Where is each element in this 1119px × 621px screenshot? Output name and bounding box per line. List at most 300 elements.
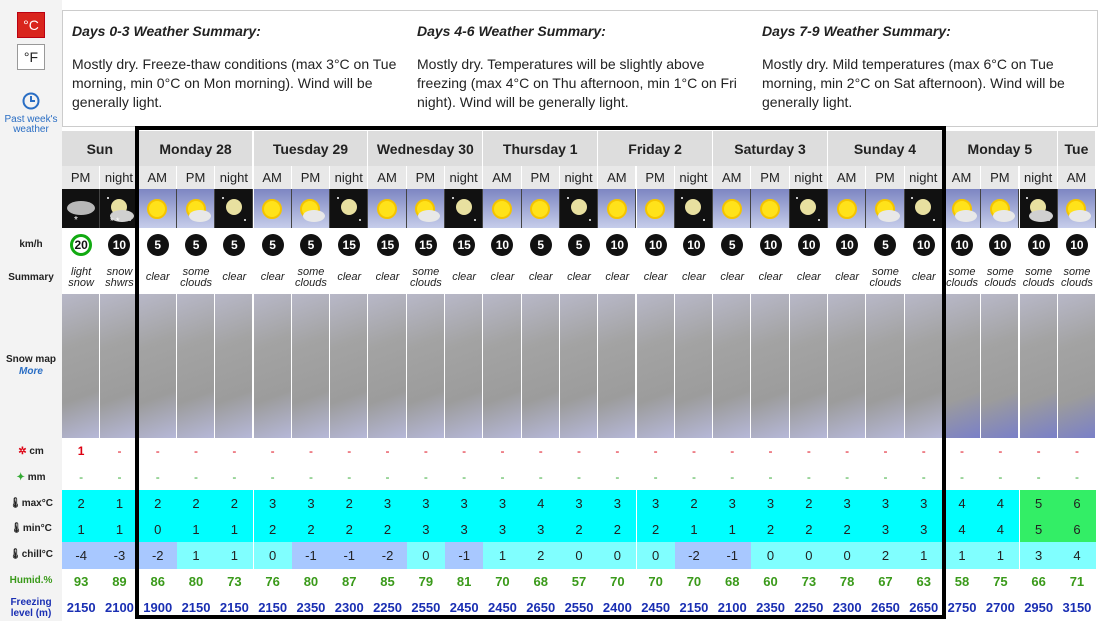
weather-icon-cell [100,189,138,228]
wind-speed-icon: 15 [415,234,437,256]
snow-cell: - [155,444,160,458]
sun-icon [523,192,557,226]
chill-cell: 4 [1058,542,1096,569]
summary-cell: some clouds [943,261,981,294]
day-header[interactable]: Sun [62,131,139,166]
time-slot: AM [828,166,866,189]
min-temp-cell: 3 [445,516,483,542]
clock-icon [22,92,40,110]
past-weather-link[interactable] [0,92,62,135]
rain-cell: - [577,470,582,484]
max-temp-cell: 3 [866,490,904,516]
humidity-cell: 81 [456,574,472,589]
summary-cell: some clouds [1058,261,1096,294]
wind-cell [62,228,100,261]
moon-cloud-snow-icon [102,192,136,226]
snow-cell: - [653,444,658,458]
humidity-cell: 70 [648,574,663,589]
rain-cell: - [998,470,1003,484]
sun-cloud-icon [1059,192,1093,226]
snow-map-thumbnail[interactable] [215,294,252,438]
snow-map-thumbnail[interactable] [368,294,405,438]
summary-title: Days 7-9 Weather Summary: [762,23,951,39]
summary-cell: clear [828,261,866,294]
summary-cell: clear [790,261,828,294]
chill-row-label [0,549,62,560]
freezing-level-cell: 2150 [219,600,249,615]
rain-cell: - [691,470,696,484]
wind-speed-icon: 10 [989,234,1011,256]
time-slot: AM [1058,166,1096,189]
summary-cell: clear [751,261,789,294]
summary-cell: clear [522,261,560,294]
min-temp-cell: 1 [713,516,751,542]
moon-icon [676,192,710,226]
snow-map-thumbnail[interactable] [675,294,712,438]
time-slot: PM [866,166,904,189]
min-temp-cell: 2 [292,516,330,542]
min-temp-cell: 2 [828,516,866,542]
time-slot: night [100,166,138,189]
day-header[interactable]: Saturday 3 [713,131,828,166]
svg-text:* *: * * [109,215,120,226]
freezing-level-cell: 2750 [947,600,977,615]
humidity-cell: 63 [916,574,931,589]
snow-cell: - [117,444,122,458]
snow-map-thumbnail[interactable] [1058,294,1095,438]
wind-cell [445,228,483,261]
wind-speed-icon: 20 [70,234,92,256]
snow-map-thumbnail[interactable] [713,294,750,438]
wind-cell [790,228,828,261]
rain-cell: - [155,470,160,484]
humidity-cell: 73 [801,574,817,589]
rain-cell: - [730,470,735,484]
time-slot: PM [981,166,1019,189]
max-temp-cell: 3 [368,490,406,516]
sun-icon [638,192,672,226]
max-temp-cell: 3 [751,490,789,516]
humidity-cell: 70 [686,574,702,589]
summary-text: Mostly dry. Mild temperatures (max 6°C on Tue morning, min 2°C on Sat afternoon). Wind will be generally light. [762,56,1065,110]
snow-cell: - [194,444,199,458]
snow-map-thumbnail[interactable] [828,294,865,438]
time-slot: PM [62,166,100,189]
time-slot: night [330,166,368,189]
weather-icon-cell [713,189,751,228]
humidity-cell: 66 [1031,574,1046,589]
weather-icon-cell [292,189,330,228]
day-header[interactable]: Monday 5 [943,131,1058,166]
max-temp-cell: 1 [100,490,138,516]
chill-cell: 0 [790,542,828,569]
min-temp-cell: 1 [100,516,138,542]
snow-cell: 1 [77,444,85,458]
svg-text:*: * [73,214,78,226]
freezing-level-cell: 2450 [641,600,671,615]
wind-speed-icon: 10 [1066,234,1088,256]
wind-cell [905,228,943,261]
snow-map-thumbnail[interactable] [62,294,99,438]
min-temp-cell: 2 [637,516,675,542]
wind-cell [483,228,521,261]
time-slot: AM [713,166,751,189]
snow-map-thumbnail[interactable] [522,294,559,438]
summary-cell: some clouds [981,261,1019,294]
rain-cell: - [615,470,620,484]
snow-cell: - [462,444,467,458]
snow-map-thumbnail[interactable] [598,294,635,438]
humidity-cell: 79 [418,574,434,589]
sun-icon [140,192,174,226]
snow-map-thumbnail[interactable] [905,294,942,438]
moon-icon [906,192,940,226]
min-temp-row-label [0,523,62,534]
wind-cell [407,228,445,261]
weather-icon-cell [1020,189,1058,228]
thermometer-icon: 🌡︎ [9,549,22,560]
freezing-level-cell: 1900 [143,600,173,615]
rain-unit: mm [27,472,46,483]
weather-icon-cell [866,189,904,228]
snow-cell: - [1074,444,1079,458]
wind-speed-icon: 15 [338,234,360,256]
sun-icon [753,192,787,226]
raindrop-icon: ✦ [16,472,25,483]
time-slot: AM [368,166,406,189]
freezing-level-cell: 3150 [1062,600,1092,615]
snow-map-thumbnail[interactable] [407,294,444,438]
snow-cell: - [921,444,926,458]
wind-cell [598,228,636,261]
humidity-cell: 68 [533,574,548,589]
weather-icon-cell [905,189,943,228]
min-temp-cell: 2 [560,516,598,542]
summary-cell: clear [560,261,598,294]
weather-icon-cell [215,189,253,228]
chill-cell: 0 [254,542,292,569]
snow-unit: cm [29,446,44,457]
celsius-button[interactable]: °C [17,12,45,38]
time-slot: night [675,166,713,189]
max-temp-cell: 2 [675,490,713,516]
max-temp-cell: 6 [1058,490,1096,516]
min-temp-cell: 2 [790,516,828,542]
snow-map-thumbnail[interactable] [100,294,137,438]
summary-title: Days 0-3 Weather Summary: [72,23,261,39]
freezing-level-cell: 2700 [985,600,1015,615]
weather-icon-cell [368,189,406,228]
humidity-cell: 75 [993,574,1008,589]
moon-icon [562,192,596,226]
min-temp-cell: 3 [866,516,904,542]
max-temp-cell: 3 [828,490,866,516]
time-slot: night [215,166,253,189]
rain-cell: - [845,470,850,484]
snow-cell: - [232,444,237,458]
weather-icon-cell [254,189,292,228]
summary-text: Mostly dry. Freeze-thaw conditions (max 3°C on Tue morning, min 0°C on Mon morning). Wind will be generally light. [72,56,397,110]
chill-cell: 0 [637,542,675,569]
wind-speed-icon: 5 [530,234,552,256]
sun-icon [370,192,404,226]
day-header[interactable]: Sunday 4 [828,131,943,166]
rain-cell: - [653,470,658,484]
summary-cell: clear [215,261,253,294]
rain-cell: - [883,470,888,484]
weather-icon-cell [675,189,713,228]
snow-map-thumbnail[interactable] [254,294,291,438]
snow-map-thumbnail[interactable] [637,294,674,438]
freezing-level-cell: 2250 [373,600,402,615]
snow-cell: - [308,444,313,458]
snow-map-thumbnail[interactable] [483,294,520,438]
chill-cell: -2 [139,542,177,569]
time-slot: night [1020,166,1058,189]
time-slot: PM [177,166,215,189]
snow-cell: - [270,444,275,458]
snow-cell: - [1036,444,1041,458]
wind-speed-icon: 10 [645,234,667,256]
wind-speed-icon: 5 [147,234,169,256]
max-temp-cell: 3 [254,490,292,516]
wind-speed-icon: 15 [453,234,475,256]
freezing-level-cell: 2150 [66,600,96,615]
snow-map-thumbnail[interactable] [177,294,214,438]
freezing-level-cell: 2400 [602,600,632,615]
chill-cell: -1 [292,542,330,569]
min-temp-cell: 2 [368,516,406,542]
rain-cell: - [921,470,926,484]
day-header[interactable]: Thursday 1 [483,131,598,166]
moon-icon [217,192,251,226]
sun-icon [600,192,634,226]
min-unit: min°C [22,523,52,534]
wind-speed-icon: 5 [568,234,590,256]
rain-cell: - [500,470,505,484]
summary-cell: light snow [62,261,100,294]
time-slot: night [560,166,598,189]
fahrenheit-button[interactable]: °F [17,44,45,70]
humidity-cell: 93 [73,574,89,589]
weather-icon-cell [407,189,445,228]
wind-cell [330,228,368,261]
wind-cell [522,228,560,261]
snowflake-icon: ✲ [18,446,27,457]
sun-icon [255,192,289,226]
wind-cell [1058,228,1096,261]
min-temp-cell: 5 [1020,516,1058,542]
wind-speed-icon: 10 [606,234,628,256]
day-header[interactable]: Friday 2 [598,131,713,166]
day-header[interactable]: Tuesday 29 [254,131,369,166]
weather-icon-cell [560,189,598,228]
freezing-level-row-label: Freezing level (m) [10,597,52,619]
snow-cell: - [960,444,965,458]
chill-cell: -2 [368,542,406,569]
snow-map-thumbnail[interactable] [292,294,329,438]
humidity-cell: 87 [342,574,357,589]
snow-cell: - [730,444,735,458]
humidity-cell: 89 [112,574,127,589]
max-temp-cell: 3 [905,490,943,516]
summary-cell: clear [368,261,406,294]
freezing-level-cell: 2100 [717,600,747,615]
min-temp-cell: 1 [177,516,215,542]
humidity-cell: 85 [380,574,395,589]
humidity-cell: 73 [227,574,242,589]
chill-cell: -2 [675,542,713,569]
wind-cell [100,228,138,261]
snow-map-thumbnail[interactable] [330,294,367,438]
wind-speed-icon: 5 [300,234,322,256]
chill-cell: 1 [981,542,1019,569]
humidity-cell: 57 [571,574,587,589]
wind-speed-icon: 15 [377,234,399,256]
sun-cloud-icon [983,192,1017,226]
weather-icon-cell [139,189,177,228]
snow-cell: - [615,444,620,458]
snow-map-thumbnail[interactable] [866,294,903,438]
rain-cell: - [194,470,199,484]
past-weather-label: Past week's weather [4,114,58,135]
snow-map-row-label: Snow map [5,354,56,365]
chill-cell: 1 [483,542,521,569]
min-temp-cell: 2 [598,516,636,542]
rain-cell: - [232,470,237,484]
weather-icon-cell [62,189,100,228]
sun-icon [830,192,864,226]
summary-cell: clear [637,261,675,294]
weather-icon-cell [981,189,1019,228]
sun-icon [715,192,749,226]
max-temp-cell: 2 [215,490,253,516]
max-temp-cell: 4 [943,490,981,516]
weather-icon-cell [828,189,866,228]
min-temp-cell: 3 [905,516,943,542]
weather-icon-cell [445,189,483,228]
snow-map-thumbnail[interactable] [790,294,827,438]
snow-cell: - [500,444,505,458]
summary-cell: some clouds [1020,261,1058,294]
snow-map-thumbnail[interactable] [560,294,597,438]
humidity-cell: 71 [1069,574,1085,589]
rain-cell: - [1074,470,1079,484]
wind-speed-icon: 5 [721,234,743,256]
freezing-level-cell: 2350 [756,600,785,615]
snow-map-more-link[interactable]: More [19,366,43,377]
humidity-cell: 86 [150,574,165,589]
chill-cell: 0 [751,542,789,569]
snow-map-thumbnail[interactable] [139,294,176,438]
wind-speed-icon: 10 [1028,234,1050,256]
weather-icon-cell [483,189,521,228]
summary-title: Days 4-6 Weather Summary: [417,23,606,39]
rain-cell: - [347,470,352,484]
max-temp-cell: 3 [713,490,751,516]
weather-summary-panel [62,10,1098,127]
freezing-level-cell: 2300 [832,600,862,615]
wind-speed-icon: 10 [951,234,973,256]
freezing-level-cell: 2100 [104,600,134,615]
day-header[interactable]: Tue [1058,131,1096,166]
summary-cell: clear [445,261,483,294]
chill-cell: 1 [943,542,981,569]
freezing-level-cell: 2150 [679,600,709,615]
wind-cell [254,228,292,261]
humidity-cell: 80 [303,574,319,589]
time-slot: AM [139,166,177,189]
snow-map-thumbnail[interactable] [445,294,482,438]
wind-speed-icon: 5 [223,234,245,256]
snow-cell: - [768,444,773,458]
max-temp-cell: 3 [407,490,445,516]
humidity-cell: 58 [954,574,970,589]
day-header[interactable]: Wednesday 30 [368,131,483,166]
rain-row-label [0,472,62,483]
snow-cell: - [845,444,850,458]
freezing-level-cell: 2250 [794,600,824,615]
summary-cell: clear [139,261,177,294]
snow-map-thumbnail[interactable] [751,294,788,438]
time-slot: PM [292,166,330,189]
wind-cell [368,228,406,261]
chill-cell: 0 [407,542,445,569]
chill-cell: 0 [828,542,866,569]
moon-icon [447,192,481,226]
wind-speed-icon: 10 [913,234,935,256]
rain-cell: - [79,470,84,484]
snow-cell: - [998,444,1003,458]
min-temp-cell: 4 [981,516,1019,542]
snow-cell: - [538,444,543,458]
time-slot: PM [637,166,675,189]
snow-cell: - [577,444,582,458]
snow-map-thumbnail[interactable] [943,294,980,438]
wind-speed-icon: 10 [683,234,705,256]
time-slot: night [905,166,943,189]
min-temp-cell: 2 [254,516,292,542]
chill-cell: -1 [445,542,483,569]
moon-icon [791,192,825,226]
min-temp-cell: 4 [943,516,981,542]
max-temp-cell: 3 [560,490,598,516]
day-header[interactable]: Monday 28 [139,131,254,166]
summary-cell: clear [330,261,368,294]
wind-cell [139,228,177,261]
humidity-cell: 78 [839,574,855,589]
max-temp-cell: 2 [330,490,368,516]
weather-icon-cell [943,189,981,228]
time-slot: night [445,166,483,189]
min-temp-cell: 3 [483,516,521,542]
wind-speed-icon: 10 [108,234,130,256]
humidity-row-label: Humid.% [9,575,53,586]
summary-row-label: Summary [8,272,54,283]
summary-cell: clear [675,261,713,294]
humidity-cell: 70 [495,574,510,589]
min-temp-cell: 6 [1058,516,1096,542]
snow-map-thumbnail[interactable] [1020,294,1057,438]
weather-icon-cell [751,189,789,228]
wind-cell [675,228,713,261]
wind-cell [713,228,751,261]
snow-map-thumbnail[interactable] [981,294,1018,438]
sun-cloud-icon [293,192,327,226]
freezing-level-cell: 2950 [1024,600,1054,615]
summary-cell: some clouds [407,261,445,294]
wind-speed-icon: 10 [798,234,820,256]
